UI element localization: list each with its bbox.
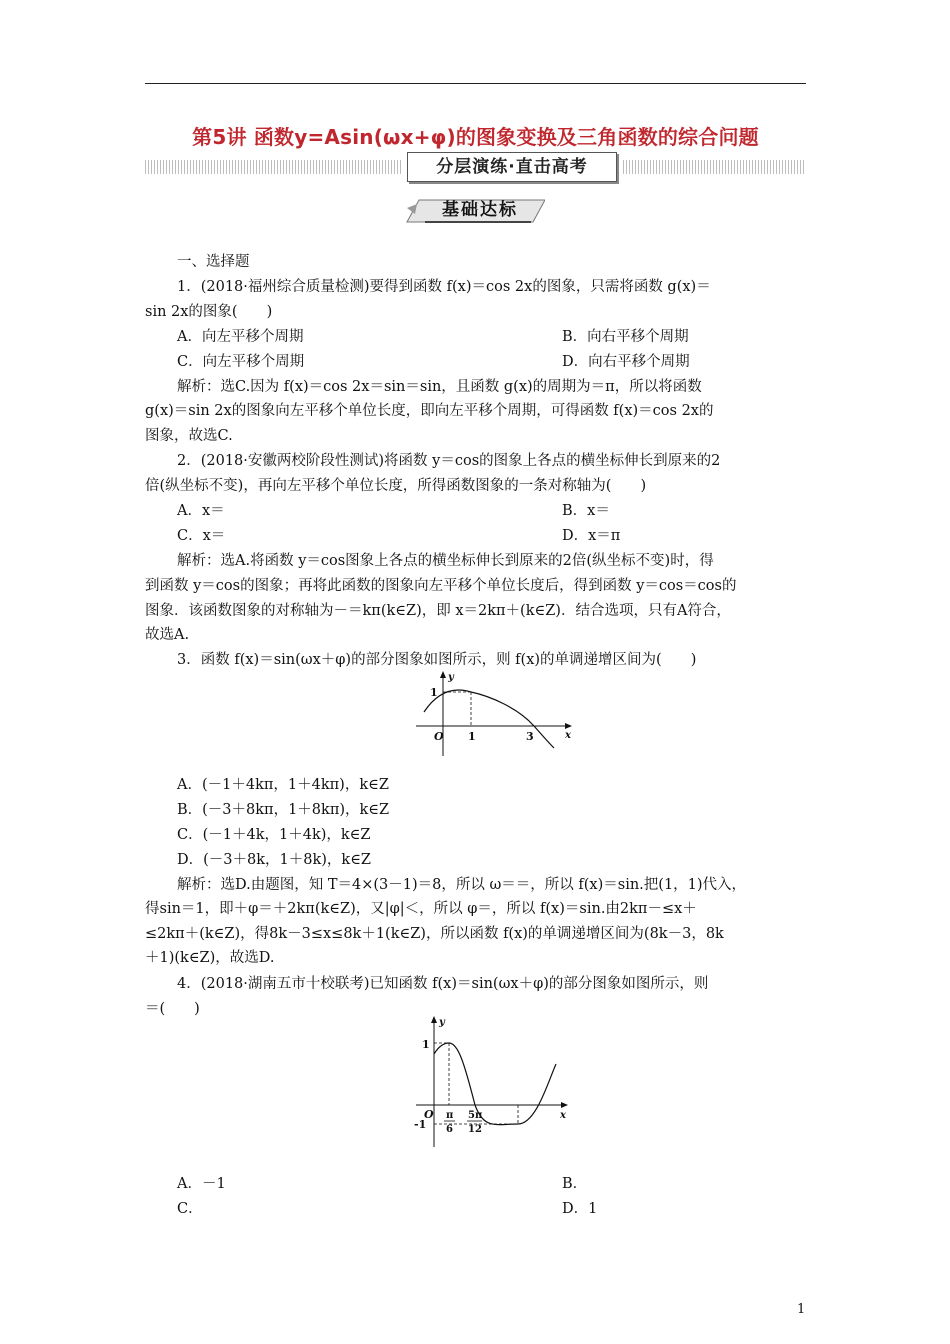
q4-tick-den-2: 12 [468, 1124, 482, 1135]
q2-solution-line2: 到函数 y＝cos的图象；再将此函数的图象向左平移个单位长度后，得到函数 y＝cos＝cos的 [145, 578, 737, 594]
q3-solution-line1: 解析：选D.由题图，知 T＝4×(3－1)＝8，所以 ω＝＝，所以 f(x)＝sin.把(1，1)代入， [177, 877, 747, 893]
q2-option-d: D．x＝π [562, 528, 621, 544]
banner-label: 分层演练·直击高考 [407, 152, 617, 182]
q2-option-b: B．x＝ [562, 503, 610, 519]
q3-y-label: y [448, 672, 454, 683]
q4-option-a: A．－1 [177, 1176, 226, 1192]
q4-y-label: y [439, 1017, 445, 1028]
q3-option-c: C．(－1＋4k，1＋4k)，k∈Z [177, 827, 371, 843]
badge-text: 基础达标 [442, 200, 518, 220]
q3-solution-line2: 得sin＝1，即＋φ＝＋2kπ(k∈Z)，又|φ|＜，所以 φ＝，所以 f(x)＝sin.由2kπ－≤x＋ [145, 901, 697, 917]
section-badge [405, 198, 545, 224]
q4-x-label: x [560, 1110, 566, 1121]
q2-option-a: A．x＝ [177, 503, 225, 519]
lesson-title: 第5讲 函数y=Asin(ωx+φ)的图象变换及三角函数的综合问题 [192, 125, 759, 149]
q3-tick-y: 1 [430, 686, 438, 699]
page-number: 1 [797, 1302, 806, 1317]
q2-solution-line3: 图象．该函数图象的对称轴为－＝kπ(k∈Z)，即 x＝2kπ＋(k∈Z)．结合选项，只有A符合， [145, 603, 731, 619]
q1-stem-line2: sin 2x的图象( ) [145, 304, 273, 320]
q1-option-a: A．向左平移个周期 [177, 329, 304, 345]
q1-option-c: C．向左平移个周期 [177, 354, 305, 370]
q1-solution-line1: 解析：选C.因为 f(x)＝cos 2x＝sin＝sin，且函数 g(x)的周期为＝π，所以将函数 [177, 379, 702, 395]
q3-origin-label: O [434, 730, 444, 743]
banner-stripe-right [623, 160, 806, 174]
q3-solution-line4: ＋1)(k∈Z)，故选D. [145, 950, 275, 966]
q2-stem-line1: 2．(2018·安徽两校阶段性测试)将函数 y＝cos的图象上各点的横坐标伸长到原来的2 [177, 453, 721, 469]
q4-tick-den-1: 6 [446, 1124, 453, 1135]
section-heading: 一、选择题 [177, 254, 250, 270]
q4-tick-y-neg: -1 [414, 1118, 427, 1131]
q4-option-d: D．1 [562, 1201, 598, 1217]
q4-tick-y-pos: 1 [422, 1038, 430, 1051]
q3-x-label: x [565, 730, 571, 741]
q4-graph [408, 1012, 576, 1152]
q1-option-d: D．向右平移个周期 [562, 354, 690, 370]
q4-option-b: B． [562, 1176, 588, 1192]
q4-option-c: C． [177, 1201, 203, 1217]
q3-graph [410, 668, 580, 763]
q3-stem: 3．函数 f(x)＝sin(ωx＋φ)的部分图象如图所示，则 f(x)的单调递增区间为( ) [177, 652, 697, 668]
q3-x-arrow-icon [565, 723, 572, 729]
q1-solution-line3: 图象，故选C. [145, 428, 233, 444]
q2-stem-line2: 倍(纵坐标不变)，再向左平移个单位长度，所得函数图象的一条对称轴为( ) [145, 478, 647, 494]
q2-solution-line4: 故选A. [145, 627, 190, 643]
header-rule [145, 83, 806, 84]
q3-option-a: A．(－1＋4kπ，1＋4kπ)，k∈Z [177, 777, 389, 793]
q3-y-arrow-icon [440, 671, 446, 678]
q4-tick-pi-1: π [446, 1110, 454, 1121]
q1-solution-line2: g(x)＝sin 2x的图象向左平移个单位长度，即向左平移个周期，可得函数 f(x)＝cos 2x的 [145, 403, 714, 419]
q3-solution-line3: ≤2kπ＋(k∈Z)，得8k－3≤x≤8k＋1(k∈Z)，所以函数 f(x)的单调递增区间为(8k－3，8k [145, 926, 724, 942]
q2-option-c: C．x＝ [177, 528, 226, 544]
q3-tick-x1: 1 [468, 730, 476, 743]
q2-solution-line1: 解析：选A.将函数 y＝cos图象上各点的横坐标伸长到原来的2倍(纵坐标不变)时，得 [177, 553, 714, 569]
q4-x-arrow-icon [561, 1102, 568, 1108]
q4-tick-pi-2: 5π [468, 1110, 483, 1121]
banner-strip [145, 152, 806, 182]
q3-option-d: D．(－3＋8k，1＋8k)，k∈Z [177, 852, 372, 868]
q3-option-b: B．(－3＋8kπ，1＋8kπ)，k∈Z [177, 802, 390, 818]
q1-option-b: B．向右平移个周期 [562, 329, 689, 345]
q4-y-arrow-icon [431, 1016, 437, 1023]
q3-tick-x2: 3 [526, 730, 534, 743]
q1-stem-line1: 1．(2018·福州综合质量检测)要得到函数 f(x)＝cos 2x的图象，只需将函数 g(x)＝ [177, 279, 711, 295]
q4-stem-line2: ＝( ) [145, 1001, 200, 1017]
banner-stripe-left [145, 160, 403, 174]
q4-stem-line1: 4．(2018·湖南五市十校联考)已知函数 f(x)＝sin(ωx＋φ)的部分图象如图所示，则 [177, 976, 709, 992]
q4-origin-label: O [424, 1108, 434, 1121]
